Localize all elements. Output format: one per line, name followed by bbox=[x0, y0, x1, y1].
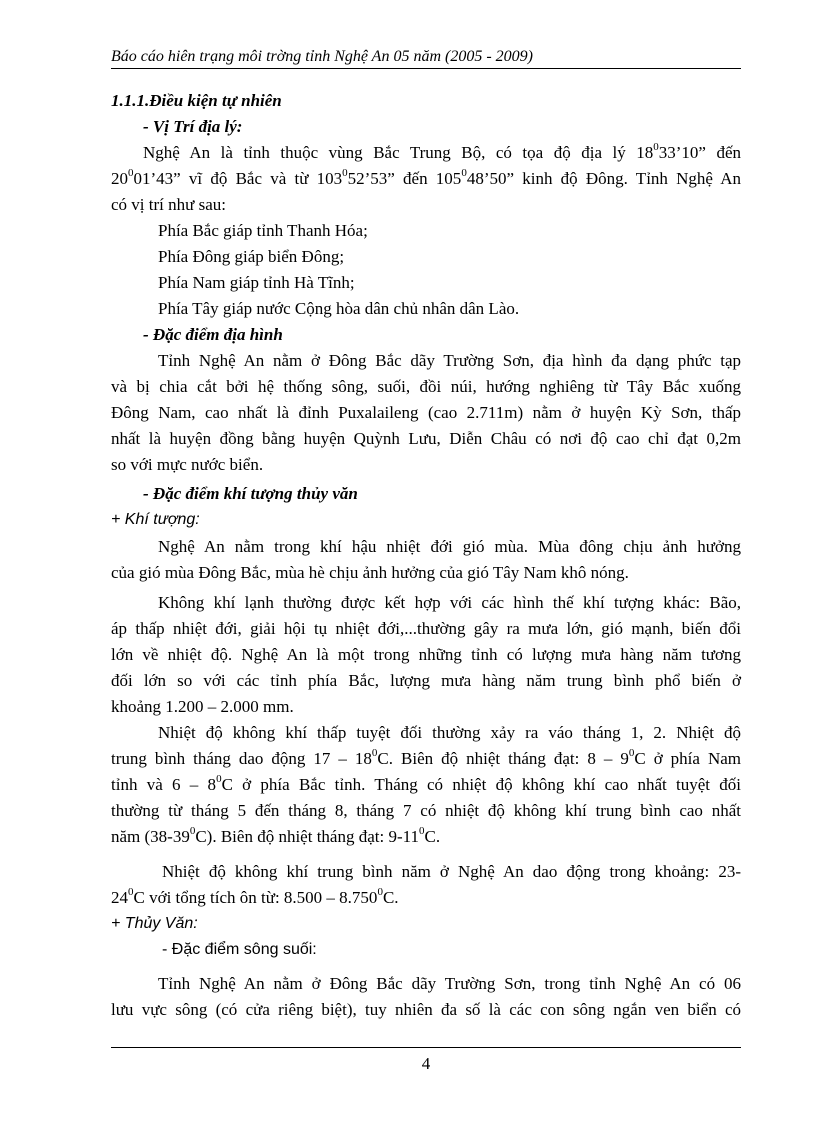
hydromet-heading: - Đặc điểm khí tượng thủy văn bbox=[143, 484, 358, 503]
rivers-line: lưu vực sông (có cửa riêng biệt), tuy nhiên đa số là các con sông ngắn ven biển có bbox=[111, 1000, 741, 1019]
running-header: Báo cáo hiên trạng môi trờng tỉnh Nghệ An 05 năm (2005 - 2009) bbox=[111, 47, 741, 69]
terrain-line: và bị chia cắt bởi hệ thống sông, suối, đồi núi, hướng nghiêng từ Tây Bắc xuống bbox=[111, 377, 741, 396]
location-heading: - Vị Trí địa lý: bbox=[143, 117, 243, 136]
page-number: 4 bbox=[421, 1054, 431, 1073]
border-north: Phía Bắc giáp tỉnh Thanh Hóa; bbox=[158, 221, 368, 240]
climate-p2-line: áp thấp nhiệt đới, giải hội tụ nhiệt đới,...thường gây ra mưa lớn, gió mạnh, biến đổi bbox=[111, 619, 741, 638]
climate-p2-line: Không khí lạnh thường được kết hợp với các hình thế khí tượng khác: Bão, bbox=[158, 593, 741, 612]
hydro-heading: + Thủy Văn: bbox=[111, 915, 198, 932]
climate-p3-line: thường từ tháng 5 đến tháng 8, tháng 7 có nhiệt độ không khí trung bình cao nhất bbox=[111, 801, 741, 820]
climate-heading: + Khí tượng: bbox=[111, 511, 200, 528]
terrain-line: Đông Nam, cao nhất là đỉnh Puxalaileng (cao 2.711m) nằm ở huyện Kỳ Sơn, thấp bbox=[111, 403, 741, 422]
terrain-line: so với mực nước biển. bbox=[111, 455, 264, 474]
climate-p4-line: Nhiệt độ không khí trung bình năm ở Nghệ An dao động trong khoảng: 23- bbox=[162, 862, 741, 881]
border-south: Phía Nam giáp tỉnh Hà Tĩnh; bbox=[158, 273, 355, 292]
climate-p2-line: đối lớn so với các tỉnh phía Bắc, lượng mưa hàng năm trung bình phổ biến ở bbox=[111, 671, 741, 690]
climate-p3-line: Nhiệt độ không khí thấp tuyệt đối thường xảy ra váo tháng 1, 2. Nhiệt độ bbox=[158, 723, 741, 742]
climate-p4-line: $24^0C$ với tổng tích ôn từ: 8.500 – 8.750$^0$C. bbox=[111, 886, 399, 907]
climate-p2-line: lớn về nhiệt độ. Nghệ An là một trong những tỉnh có lượng mưa hàng năm tương bbox=[111, 645, 741, 664]
location-line-3: có vị trí như sau: bbox=[111, 195, 226, 214]
location-line-1: Nghệ An là tỉnh thuộc vùng Bắc Trung Bộ, có tọa độ địa lý $18^033’10$” đến bbox=[143, 141, 741, 162]
climate-p1-line: của gió mùa Đông Bắc, mùa hè chịu ảnh hưởng của gió Tây Nam khô nóng. bbox=[111, 563, 629, 582]
location-line-2: $20^001’43$” vĩ độ Bắc và từ $103^052’53$” đến $105^048’50$” kinh độ Đông. Tỉnh Nghệ An bbox=[111, 167, 742, 188]
terrain-heading: - Đặc điểm địa hình bbox=[143, 325, 283, 344]
footer-divider bbox=[111, 1047, 741, 1048]
climate-p2-line: khoảng 1.200 – 2.000 mm. bbox=[111, 697, 294, 716]
climate-p3-line: tỉnh và $6 - 8^0C$ ở phía Bắc tỉnh. Tháng có nhiệt độ không khí cao nhất tuyệt đối bbox=[111, 773, 741, 794]
border-west: Phía Tây giáp nước Cộng hòa dân chủ nhân dân Lào. bbox=[158, 299, 520, 318]
climate-p3-line: năm $(38-39^0C)$. Biên độ nhiệt tháng đạt: $9-11^0C$. bbox=[111, 825, 441, 846]
terrain-line: nhất là huyện đồng bằng huyện Quỳnh Lưu, Diễn Châu có nơi độ cao chỉ đạt 0,2m bbox=[111, 429, 741, 448]
rivers-heading: - Đặc điểm sông suối: bbox=[162, 941, 317, 958]
border-east: Phía Đông giáp biển Đông; bbox=[158, 247, 345, 266]
climate-p3-line: trung bình tháng dao động $17 - 18^0C$. Biên độ nhiệt tháng đạt: $8 - 9^0C$ ở phía Nam bbox=[111, 747, 741, 768]
terrain-line: Tỉnh Nghệ An nằm ở Đông Bắc dãy Trường Sơn, địa hình đa dạng phức tạp bbox=[158, 351, 741, 370]
section-heading: 1.1.1.Điều kiện tự nhiên bbox=[111, 91, 282, 110]
climate-p1-line: Nghệ An nằm trong khí hậu nhiệt đới gió mùa. Mùa đông chịu ảnh hưởng bbox=[158, 537, 741, 556]
rivers-line: Tỉnh Nghệ An nằm ở Đông Bắc dãy Trường Sơn, trong tỉnh Nghệ An có 06 bbox=[158, 974, 741, 993]
